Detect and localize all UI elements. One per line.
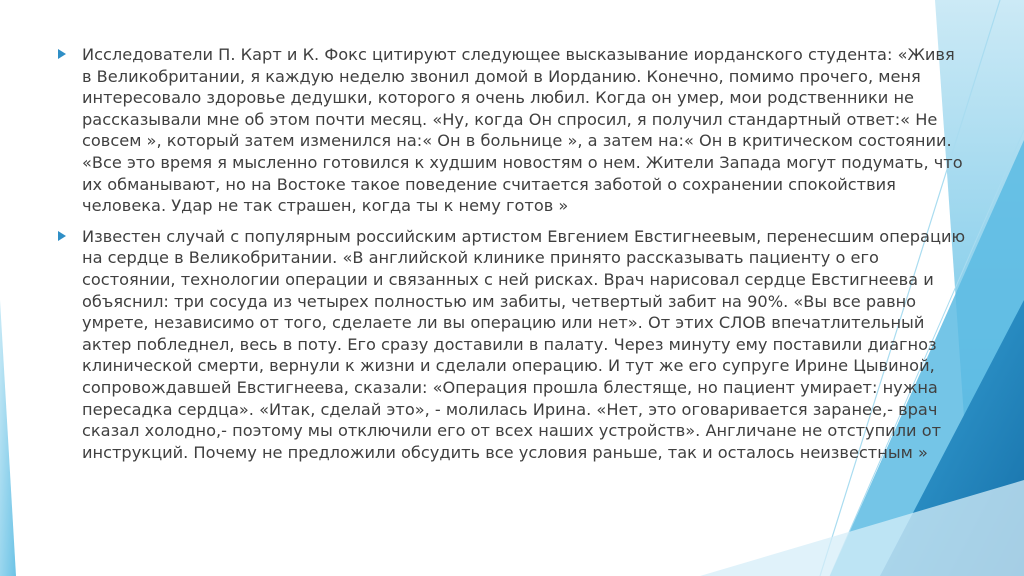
slide-body (58, 44, 968, 472)
bottom-shape (700, 480, 1024, 576)
left-edge-shape (0, 300, 16, 576)
bullet-item-2 (58, 226, 968, 464)
bullet-text-2: Известен случай с популярным российским артистом Евгением Евстигнеевым, перенесшим операцию на сердце в Великобритании. «В английской клинике принято рассказывать пациенту о его состоянии, технологии операции и связанных с ней рисках. Врач нарисовал сердце Евстигнеева и объяснил: три сосуда из четырех полностью им забиты, четвертый забит на 90%. «Вы все равно умрете, независимо от того, сделаете ли вы операцию или нет». От этих СЛОВ впечатлительный актер побледнел, весь в поту. Его сразу доставили в палату. Через минуту ему поставили диагноз клинической смерти, вернули к жизни и сделали операцию. И тут же его супруге Ирине Цывиной, сопровождавшей Евстигнеева, сказали: «Операция прошла блестяще, но пациент умирает: нужна пересадка сердца». «Итак, сделай это», - молилась Ирина. «Нет, это оговаривается заранее,- врач сказал холодно,- поэтому мы отключили его от всех наших устройств». Англичане не отступили от инструкций. Почему не предложили обсудить все условия раньше, так и осталось неизвестным » (82, 226, 966, 462)
bullet-item-1 (58, 44, 968, 217)
bullet-text-1: Исследователи П. Карт и К. Фокс цитируют следующее высказывание иорданского студента: «Живя в Великобритании, я каждую неделю звонил домой в Иорданию. Конечно, помимо прочего, меня интересовало здоровье дедушки, которого я очень любил. Когда он умер, мои родственники не рассказывали мне об этом почти месяц. «Ну, когда Он спросил, я получил стандартный ответ:« Не совсем », который затем изменился на:« Он в больнице », а затем на:« Он в критическом состоянии. «Все это время я мысленно готовился к худшим новостям о нем. Жители Запада могут подумать, что их обманывают, но на Востоке такое поведение считается заботой о сохранении спокойствия человека. Удар не так страшен, когда ты к нему готов » (82, 45, 963, 216)
triangle-right-icon (58, 49, 66, 59)
triangle-right-icon (58, 231, 66, 241)
